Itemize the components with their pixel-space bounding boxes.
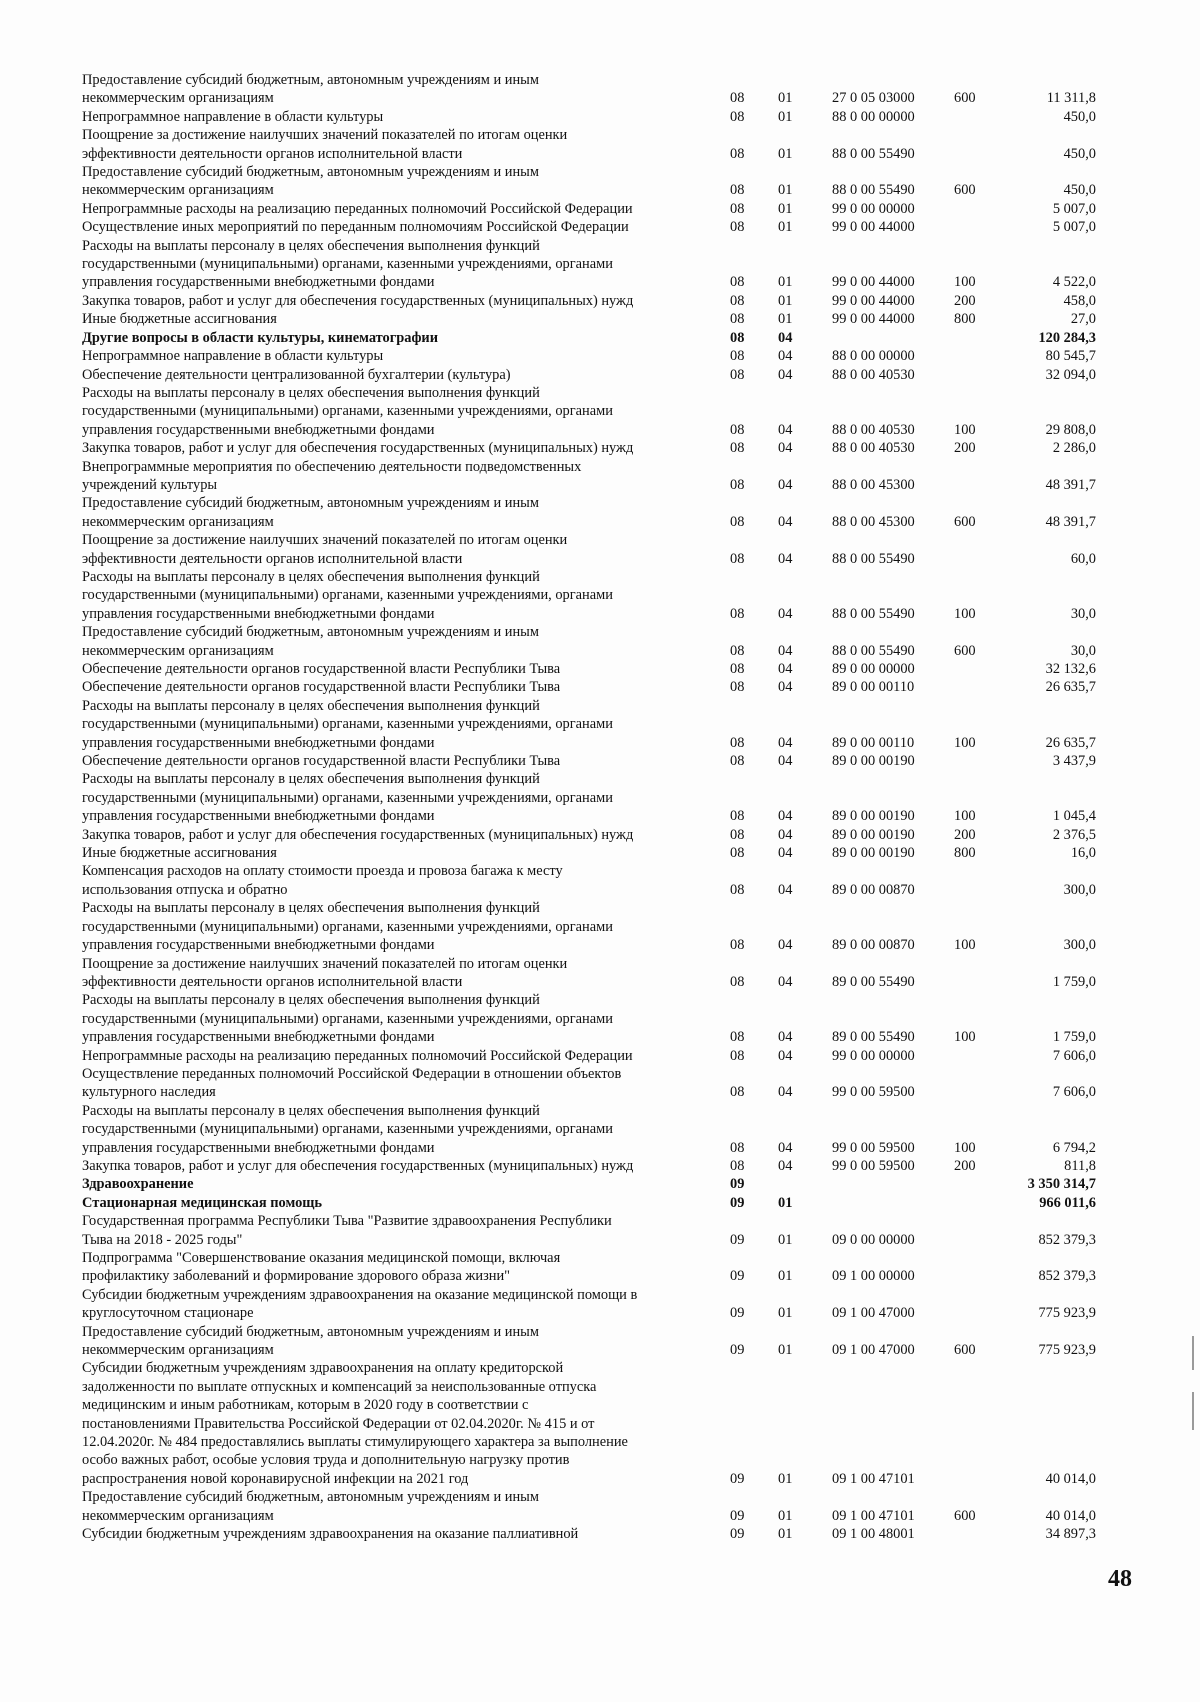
table-row <box>82 678 1122 696</box>
row-subsection-code: 01 <box>778 1305 793 1322</box>
row-subsection-code: 01 <box>778 145 793 162</box>
row-subsection-code: 04 <box>778 1139 793 1156</box>
row-amount: 4 522,0 <box>1052 274 1096 291</box>
row-subsection-code: 01 <box>778 1268 793 1285</box>
table-row <box>82 899 1122 954</box>
row-section-code: 09 <box>730 1342 745 1359</box>
row-target-article-code: 89 0 00 00190 <box>832 753 915 770</box>
table-row <box>82 366 1122 384</box>
table-row <box>82 218 1122 236</box>
row-section-code: 08 <box>730 734 745 751</box>
row-amount: 2 286,0 <box>1052 440 1096 457</box>
row-name: Закупка товаров, работ и услуг для обеспечения государственных (муниципальных) нужд <box>82 1157 634 1174</box>
row-amount: 26 635,7 <box>1045 679 1096 696</box>
row-subsection-code: 04 <box>778 1157 793 1174</box>
row-name: Закупка товаров, работ и услуг для обеспечения государственных (муниципальных) нужд <box>82 826 634 843</box>
row-name: Расходы на выплаты персоналу в целях обеспечения выполнения функций государственными (муниципальными) органами, казенными учреждениями, органами управления государственными внебюджетными фондами <box>82 992 613 1046</box>
row-amount: 16,0 <box>1070 845 1096 862</box>
row-amount: 852 379,3 <box>1038 1231 1096 1248</box>
row-amount: 32 094,0 <box>1045 366 1096 383</box>
row-expense-type-code: 200 <box>954 826 976 843</box>
row-amount: 450,0 <box>1063 182 1096 199</box>
row-name: Поощрение за достижение наилучших значений показателей по итогам оценки эффективности деятельности органов исполнительной власти <box>82 955 568 990</box>
row-name: Обеспечение деятельности органов государственной власти Республики Тыва <box>82 679 561 696</box>
row-amount: 1 759,0 <box>1052 1029 1096 1046</box>
row-subsection-code: 01 <box>778 1342 793 1359</box>
row-name: Осуществление иных мероприятий по переданным полномочиям Российской Федерации <box>82 219 629 236</box>
row-name: Расходы на выплаты персоналу в целях обеспечения выполнения функций государственными (муниципальными) органами, казенными учреждениями, органами управления государственными внебюджетными фондами <box>82 900 613 954</box>
row-target-article-code: 89 0 00 00190 <box>832 808 915 825</box>
row-target-article-code: 09 1 00 47101 <box>832 1507 915 1524</box>
row-target-article-code: 09 1 00 47000 <box>832 1342 915 1359</box>
row-target-article-code: 89 0 00 00870 <box>832 937 915 954</box>
row-name: Иные бюджетные ассигнования <box>82 845 277 862</box>
row-subsection-code: 04 <box>778 973 793 990</box>
row-amount: 29 808,0 <box>1045 421 1096 438</box>
row-name: Непрограммное направление в области культуры <box>82 348 384 365</box>
row-amount: 300,0 <box>1063 881 1096 898</box>
row-expense-type-code: 100 <box>954 1029 976 1046</box>
table-row <box>82 494 1122 531</box>
row-target-article-code: 09 1 00 00000 <box>832 1268 915 1285</box>
row-target-article-code: 88 0 00 55490 <box>832 182 915 199</box>
row-name: Закупка товаров, работ и услуг для обеспечения государственных (муниципальных) нужд <box>82 292 634 309</box>
row-expense-type-code: 100 <box>954 734 976 751</box>
row-section-code: 08 <box>730 605 745 622</box>
row-amount: 32 132,6 <box>1045 661 1096 677</box>
table-row <box>82 310 1122 328</box>
row-section-code: 08 <box>730 1047 745 1064</box>
row-name: Предоставление субсидий бюджетным, автономным учреждениям и иным некоммерческим организациям <box>82 164 539 199</box>
scan-edge-mark <box>1192 1392 1194 1430</box>
row-target-article-code: 27 0 05 03000 <box>832 90 915 107</box>
row-subsection-code: 01 <box>778 311 793 328</box>
row-subsection-code: 04 <box>778 661 793 677</box>
row-target-article-code: 99 0 00 44000 <box>832 274 915 291</box>
row-amount: 7 606,0 <box>1052 1047 1096 1064</box>
table-row <box>82 1157 1122 1175</box>
row-subsection-code: 01 <box>778 292 793 309</box>
row-section-code: 08 <box>730 274 745 291</box>
row-amount: 6 794,2 <box>1052 1139 1096 1156</box>
row-subsection-code: 04 <box>778 605 793 622</box>
row-expense-type-code: 200 <box>954 292 976 309</box>
row-name: Расходы на выплаты персоналу в целях обеспечения выполнения функций государственными (муниципальными) органами, казенными учреждениями, органами управления государственными внебюджетными фондами <box>82 697 613 751</box>
table-row <box>82 991 1122 1046</box>
page-number: 48 <box>1108 1566 1132 1592</box>
row-expense-type-code: 600 <box>954 513 976 530</box>
row-target-article-code: 89 0 00 00000 <box>832 661 915 677</box>
row-name: Стационарная медицинская помощь <box>82 1194 323 1211</box>
table-row <box>82 1525 1122 1543</box>
row-subsection-code: 04 <box>778 421 793 438</box>
table-row <box>82 1212 1122 1249</box>
row-target-article-code: 09 1 00 47000 <box>832 1305 915 1322</box>
row-section-code: 09 <box>730 1507 745 1524</box>
row-target-article-code: 89 0 00 00870 <box>832 881 915 898</box>
row-expense-type-code: 200 <box>954 1157 976 1174</box>
row-name: Обеспечение деятельности централизованной бухгалтерии (культура) <box>82 366 511 383</box>
row-section-code: 08 <box>730 826 745 843</box>
row-subsection-code: 04 <box>778 881 793 898</box>
row-name: Поощрение за достижение наилучших значений показателей по итогам оценки эффективности деятельности органов исполнительной власти <box>82 127 568 162</box>
row-target-article-code: 88 0 00 40530 <box>832 440 915 457</box>
row-target-article-code: 88 0 00 40530 <box>832 421 915 438</box>
row-amount: 40 014,0 <box>1045 1507 1096 1524</box>
table-row <box>82 752 1122 770</box>
row-name: Предоставление субсидий бюджетным, автономным учреждениям и иным некоммерческим организациям <box>82 495 539 530</box>
row-amount: 27,0 <box>1070 311 1096 328</box>
row-subsection-code: 04 <box>778 808 793 825</box>
row-section-code: 08 <box>730 513 745 530</box>
row-target-article-code: 88 0 00 55490 <box>832 550 915 567</box>
table-row <box>82 826 1122 844</box>
row-subsection-code: 04 <box>778 679 793 696</box>
row-amount: 60,0 <box>1070 550 1096 567</box>
row-section-code: 08 <box>730 661 745 677</box>
row-target-article-code: 89 0 00 00190 <box>832 845 915 862</box>
row-amount: 34 897,3 <box>1045 1526 1096 1543</box>
row-expense-type-code: 100 <box>954 421 976 438</box>
row-section-code: 08 <box>730 421 745 438</box>
row-name: Другие вопросы в области культуры, кинематографии <box>82 329 439 346</box>
row-name: Компенсация расходов на оплату стоимости проезда и провоза багажа к месту использования отпуска и обратно <box>82 863 563 898</box>
row-expense-type-code: 800 <box>954 311 976 328</box>
row-amount: 450,0 <box>1063 145 1096 162</box>
row-section-code: 08 <box>730 1139 745 1156</box>
row-name: Расходы на выплаты персоналу в целях обеспечения выполнения функций государственными (муниципальными) органами, казенными учреждениями, органами управления государственными внебюджетными фондами <box>82 771 613 825</box>
row-amount: 80 545,7 <box>1045 348 1096 365</box>
row-section-code: 08 <box>730 366 745 383</box>
row-amount: 300,0 <box>1063 937 1096 954</box>
table-row <box>82 1323 1122 1360</box>
row-section-code: 08 <box>730 642 745 659</box>
row-subsection-code: 04 <box>778 1029 793 1046</box>
row-section-code: 08 <box>730 476 745 493</box>
table-row <box>82 71 1122 108</box>
row-name: Предоставление субсидий бюджетным, автономным учреждениям и иным некоммерческим организациям <box>82 1489 539 1524</box>
row-amount: 120 284,3 <box>1038 329 1096 346</box>
row-target-article-code: 89 0 00 55490 <box>832 1029 915 1046</box>
section-heading-row <box>82 1194 1122 1212</box>
table-row <box>82 623 1122 660</box>
row-expense-type-code: 100 <box>954 605 976 622</box>
scan-edge-mark <box>1192 1336 1194 1370</box>
row-section-code: 08 <box>730 145 745 162</box>
row-section-code: 08 <box>730 329 745 346</box>
row-expense-type-code: 600 <box>954 1342 976 1359</box>
row-name: Субсидии бюджетным учреждениям здравоохранения на оплату кредиторской задолженности по выплате отпускных и компенсаций за неиспользованные отпуска медицинским и иным работникам, которым в 2020 году в соответствии с постановлениями Правительства Российской Федерации от 02.04.2020г. № 415 и от 12.04.2020г. № 484 предоставлялись выплаты стимулирующего характера за выполнение особо важных работ, особые условия труда и дополнительную нагрузку против распространения новой коронавирусной инфекции на 2021 год <box>82 1360 628 1487</box>
row-amount: 30,0 <box>1070 642 1096 659</box>
row-section-code: 08 <box>730 550 745 567</box>
row-name: Закупка товаров, работ и услуг для обеспечения государственных (муниципальных) нужд <box>82 440 634 457</box>
row-target-article-code: 99 0 00 59500 <box>832 1157 915 1174</box>
table-row <box>82 200 1122 218</box>
row-section-code: 08 <box>730 808 745 825</box>
row-target-article-code: 88 0 00 00000 <box>832 108 915 125</box>
row-subsection-code: 04 <box>778 513 793 530</box>
row-amount: 26 635,7 <box>1045 734 1096 751</box>
row-target-article-code: 99 0 00 44000 <box>832 311 915 328</box>
row-name: Предоставление субсидий бюджетным, автономным учреждениям и иным некоммерческим организациям <box>82 624 539 659</box>
table-row <box>82 126 1122 163</box>
row-amount: 40 014,0 <box>1045 1470 1096 1487</box>
row-amount: 11 311,8 <box>1046 90 1096 107</box>
row-target-article-code: 99 0 00 00000 <box>832 1047 915 1064</box>
row-amount: 775 923,9 <box>1038 1305 1096 1322</box>
row-subsection-code: 01 <box>778 182 793 199</box>
table-row <box>82 347 1122 365</box>
row-expense-type-code: 100 <box>954 274 976 291</box>
row-target-article-code: 09 1 00 47101 <box>832 1470 915 1487</box>
row-section-code: 08 <box>730 937 745 954</box>
row-amount: 458,0 <box>1063 292 1096 309</box>
row-target-article-code: 89 0 00 00110 <box>832 679 915 696</box>
row-name: Субсидии бюджетным учреждениям здравоохранения на оказание паллиативной <box>82 1526 579 1543</box>
row-subsection-code: 01 <box>778 200 793 217</box>
table-row <box>82 1488 1122 1525</box>
section-heading-row <box>82 1175 1122 1193</box>
row-target-article-code: 99 0 00 59500 <box>832 1139 915 1156</box>
table-row <box>82 163 1122 200</box>
row-expense-type-code: 600 <box>954 1507 976 1524</box>
row-name: Расходы на выплаты персоналу в целях обеспечения выполнения функций государственными (муниципальными) органами, казенными учреждениями, органами управления государственными внебюджетными фондами <box>82 1102 613 1156</box>
row-subsection-code: 04 <box>778 440 793 457</box>
row-name: Обеспечение деятельности органов государственной власти Республики Тыва <box>82 753 561 770</box>
row-amount: 5 007,0 <box>1052 200 1096 217</box>
row-section-code: 08 <box>730 1157 745 1174</box>
row-subsection-code: 01 <box>778 219 793 236</box>
row-expense-type-code: 100 <box>954 937 976 954</box>
row-name: Расходы на выплаты персоналу в целях обеспечения выполнения функций государственными (муниципальными) органами, казенными учреждениями, органами управления государственными внебюджетными фондами <box>82 384 613 438</box>
row-expense-type-code: 100 <box>954 1139 976 1156</box>
row-name: Осуществление переданных полномочий Российской Федерации в отношении объектов культурного наследия <box>82 1065 622 1101</box>
row-subsection-code: 01 <box>778 1231 793 1248</box>
row-expense-type-code: 600 <box>954 642 976 659</box>
row-target-article-code: 09 0 00 00000 <box>832 1231 915 1248</box>
table-row <box>82 955 1122 992</box>
row-amount: 5 007,0 <box>1052 219 1096 236</box>
table-row <box>82 844 1122 862</box>
row-name: Обеспечение деятельности органов государственной власти Республики Тыва <box>82 661 561 677</box>
row-section-code: 09 <box>730 1231 745 1248</box>
table-row <box>82 439 1122 457</box>
row-target-article-code: 99 0 00 00000 <box>832 200 915 217</box>
row-name: Субсидии бюджетным учреждениям здравоохранения на оказание медицинской помощи в круглосуточном стационаре <box>82 1286 638 1322</box>
row-section-code: 09 <box>730 1470 745 1487</box>
row-expense-type-code: 100 <box>954 808 976 825</box>
row-section-code: 09 <box>730 1176 745 1193</box>
row-section-code: 08 <box>730 1084 745 1101</box>
row-amount: 3 350 314,7 <box>1027 1176 1096 1193</box>
row-section-code: 08 <box>730 90 745 107</box>
row-name: Расходы на выплаты персоналу в целях обеспечения выполнения функций государственными (муниципальными) органами, казенными учреждениями, органами управления государственными внебюджетными фондами <box>82 237 613 291</box>
row-subsection-code: 04 <box>778 937 793 954</box>
table-row <box>82 1249 1122 1286</box>
row-name: Расходы на выплаты персоналу в целях обеспечения выполнения функций государственными (муниципальными) органами, казенными учреждениями, органами управления государственными внебюджетными фондами <box>82 568 613 622</box>
row-subsection-code: 01 <box>778 108 793 125</box>
row-subsection-code: 04 <box>778 550 793 567</box>
row-section-code: 08 <box>730 348 745 365</box>
row-amount: 811,8 <box>1064 1157 1096 1174</box>
row-amount: 48 391,7 <box>1045 476 1096 493</box>
row-amount: 30,0 <box>1070 605 1096 622</box>
row-subsection-code: 04 <box>778 826 793 843</box>
row-expense-type-code: 600 <box>954 182 976 199</box>
row-subsection-code: 04 <box>778 1084 793 1101</box>
row-section-code: 08 <box>730 845 745 862</box>
row-target-article-code: 99 0 00 44000 <box>832 219 915 236</box>
row-target-article-code: 09 1 00 48001 <box>832 1526 915 1543</box>
row-subsection-code: 01 <box>778 1194 793 1211</box>
row-target-article-code: 88 0 00 55490 <box>832 605 915 622</box>
row-target-article-code: 89 0 00 00110 <box>832 734 915 751</box>
row-section-code: 08 <box>730 219 745 236</box>
row-target-article-code: 88 0 00 40530 <box>832 366 915 383</box>
row-section-code: 09 <box>730 1268 745 1285</box>
table-row <box>82 770 1122 825</box>
row-name: Иные бюджетные ассигнования <box>82 311 277 328</box>
row-amount: 852 379,3 <box>1038 1268 1096 1285</box>
row-target-article-code: 88 0 00 55490 <box>832 642 915 659</box>
table-row <box>82 237 1122 292</box>
row-subsection-code: 04 <box>778 366 793 383</box>
row-section-code: 08 <box>730 881 745 898</box>
row-target-article-code: 99 0 00 44000 <box>832 292 915 309</box>
row-amount: 3 437,9 <box>1052 753 1096 770</box>
row-expense-type-code: 800 <box>954 845 976 862</box>
row-name: Непрограммные расходы на реализацию переданных полномочий Российской Федерации <box>82 1047 633 1064</box>
table-row <box>82 1102 1122 1157</box>
budget-table <box>82 71 1122 1544</box>
row-name: Государственная программа Республики Тыва "Развитие здравоохранения Республики Тыва на 2018 - 2025 годы" <box>82 1213 612 1248</box>
table-row <box>82 531 1122 568</box>
row-name: Здравоохранение <box>82 1176 194 1193</box>
row-name: Предоставление субсидий бюджетным, автономным учреждениям и иным некоммерческим организациям <box>82 72 539 107</box>
row-subsection-code: 04 <box>778 642 793 659</box>
row-name: Внепрограммные мероприятия по обеспечению деятельности подведомственных учреждений культуры <box>82 458 582 493</box>
row-subsection-code: 01 <box>778 90 793 107</box>
row-amount: 966 011,6 <box>1039 1194 1096 1211</box>
table-row <box>82 458 1122 495</box>
row-target-article-code: 88 0 00 45300 <box>832 513 915 530</box>
row-subsection-code: 04 <box>778 734 793 751</box>
row-subsection-code: 01 <box>778 1526 793 1543</box>
row-name: Подпрограмма "Совершенствование оказания медицинской помощи, включая профилактику заболеваний и формирование здорового образа жизни" <box>82 1250 561 1285</box>
row-section-code: 08 <box>730 679 745 696</box>
table-row <box>82 108 1122 126</box>
row-subsection-code: 04 <box>778 329 793 346</box>
row-expense-type-code: 600 <box>954 90 976 107</box>
table-row <box>82 1065 1122 1102</box>
table-row <box>82 697 1122 752</box>
row-target-article-code: 88 0 00 55490 <box>832 145 915 162</box>
table-row <box>82 1047 1122 1065</box>
row-name: Непрограммные расходы на реализацию переданных полномочий Российской Федерации <box>82 200 633 217</box>
table-row <box>82 568 1122 623</box>
row-section-code: 08 <box>730 108 745 125</box>
table-row <box>82 1286 1122 1323</box>
row-subsection-code: 04 <box>778 348 793 365</box>
section-heading-row <box>82 329 1122 347</box>
row-target-article-code: 88 0 00 45300 <box>832 476 915 493</box>
table-row <box>82 292 1122 310</box>
row-section-code: 08 <box>730 182 745 199</box>
row-amount: 450,0 <box>1063 108 1096 125</box>
table-row <box>82 660 1122 678</box>
row-section-code: 09 <box>730 1526 745 1543</box>
table-row <box>82 384 1122 439</box>
row-amount: 1 045,4 <box>1052 808 1096 825</box>
row-name: Непрограммное направление в области культуры <box>82 108 384 125</box>
row-name: Поощрение за достижение наилучших значений показателей по итогам оценки эффективности деятельности органов исполнительной власти <box>82 532 568 567</box>
row-name: Предоставление субсидий бюджетным, автономным учреждениям и иным некоммерческим организациям <box>82 1323 539 1359</box>
table-row <box>82 862 1122 899</box>
row-subsection-code: 04 <box>778 753 793 770</box>
row-amount: 2 376,5 <box>1052 826 1096 843</box>
row-amount: 1 759,0 <box>1052 973 1096 990</box>
row-section-code: 08 <box>730 200 745 217</box>
row-amount: 7 606,0 <box>1052 1084 1096 1101</box>
row-section-code: 09 <box>730 1305 745 1322</box>
row-target-article-code: 89 0 00 00190 <box>832 826 915 843</box>
row-subsection-code: 04 <box>778 1047 793 1064</box>
row-subsection-code: 04 <box>778 845 793 862</box>
row-subsection-code: 01 <box>778 1470 793 1487</box>
row-target-article-code: 88 0 00 00000 <box>832 348 915 365</box>
row-section-code: 08 <box>730 753 745 770</box>
row-expense-type-code: 200 <box>954 440 976 457</box>
row-subsection-code: 04 <box>778 476 793 493</box>
row-subsection-code: 01 <box>778 274 793 291</box>
row-section-code: 08 <box>730 973 745 990</box>
row-section-code: 08 <box>730 311 745 328</box>
row-amount: 775 923,9 <box>1038 1342 1096 1359</box>
row-target-article-code: 99 0 00 59500 <box>832 1084 915 1101</box>
row-section-code: 08 <box>730 440 745 457</box>
row-subsection-code: 01 <box>778 1507 793 1524</box>
row-target-article-code: 89 0 00 55490 <box>832 973 915 990</box>
row-section-code: 08 <box>730 292 745 309</box>
table-row <box>82 1359 1122 1488</box>
row-section-code: 09 <box>730 1194 745 1211</box>
row-amount: 48 391,7 <box>1045 513 1096 530</box>
row-section-code: 08 <box>730 1029 745 1046</box>
